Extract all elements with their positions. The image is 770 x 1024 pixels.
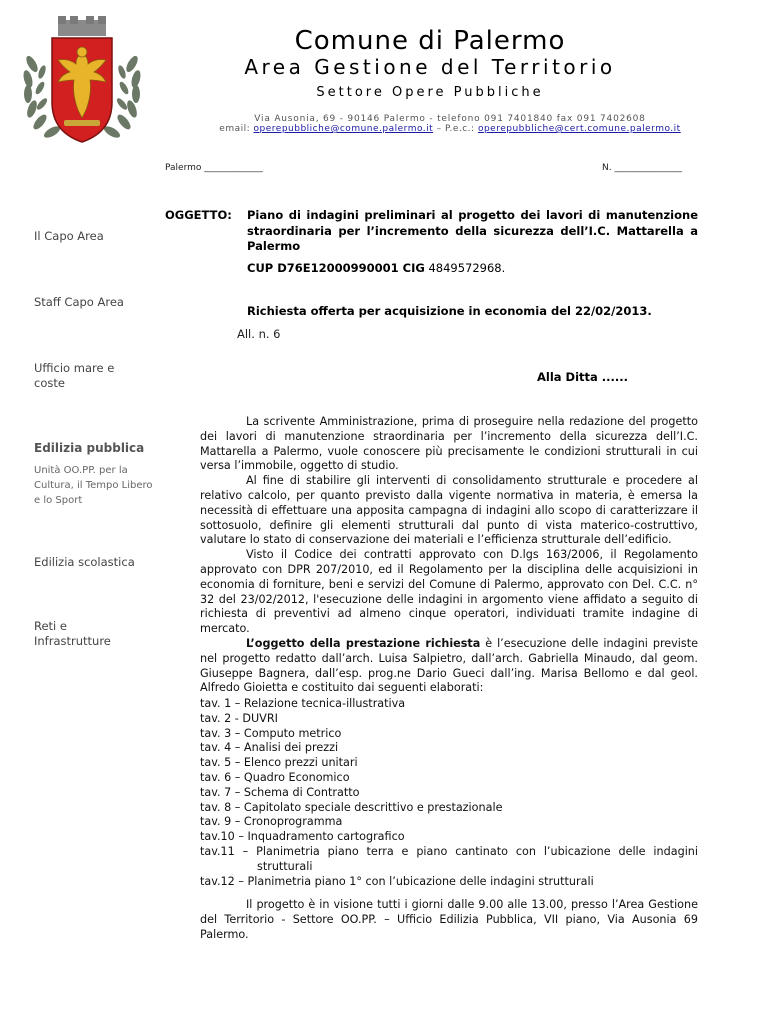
list-item: tav. 5 – Elenco prezzi unitari bbox=[200, 756, 358, 770]
paragraph-4-bold: L’oggetto della prestazione richiesta bbox=[246, 636, 481, 650]
list-item: tav. 7 – Schema di Contratto bbox=[200, 785, 360, 799]
oggetto-text: Piano di indagini preliminari al progetto dei lavori di manutenzione straordinaria per l’incremento della sicurezza dell’I.C. Mattarella a Palermo bbox=[247, 208, 698, 253]
list-item: tav. 8 – Capitolato speciale descrittivo e prestazionale bbox=[200, 800, 503, 814]
paragraph-3: Visto il Codice dei contratti approvato con D.lgs 163/2006, il Regolamento approvato con DPR 207/2010, ed il Regolamento per la disciplina delle acquisizioni in economia di forniture, beni e servizi del Comune di Palermo, approvato con Del. C.C. n° 32 del 23/02/2012, l'esecuzione delle indagini in argomento viene affidato a seguito di richiesta di preventivi ad almeno cinque operatori, individuati tramite indagine di mercato. bbox=[200, 548, 698, 636]
attachments-count: All. n. 6 bbox=[237, 327, 281, 341]
place-date-field: Palermo _____________ bbox=[165, 163, 263, 173]
list-item: tav. 1 – Relazione tecnica-illustrativa bbox=[200, 697, 406, 710]
cig-code: 4849572968 bbox=[428, 261, 502, 275]
cup-code: CUP D76E12000990001 CIG bbox=[247, 261, 425, 275]
protocol-number-field: N. _______________ bbox=[602, 163, 682, 173]
sidebar-capo-area: Il Capo Area bbox=[34, 229, 104, 243]
tavole-list bbox=[200, 697, 698, 889]
sidebar-edilizia-pubblica: Edilizia pubblica bbox=[34, 441, 145, 455]
list-item: tav.10 – Inquadramento cartografico bbox=[200, 830, 405, 844]
paragraph-5: Il progetto è in visione tutti i giorni dalle 9.00 alle 13.00, presso l’Area Gestione del Territorio - Settore OO.PP. – Ufficio Edilizia Pubblica, VII piano, Via Ausonia 69 Palermo. bbox=[200, 898, 698, 941]
paragraph-2: Al fine di stabilire gli interventi di consolidamento strutturale e procedere al relativo calcolo, per quanto previsto dalla vigente normativa in materia, è emersa la necessità di effettuare una apposita campagna di indagini allo scopo di caratterizzare il sottosuolo, definire gli elementi strutturali dal punto di vista materico-costruttivo, valutare lo stato di conservazione dei materiali e l’efficienza strutturale dell’edificio. bbox=[200, 474, 698, 547]
email-label: email: bbox=[219, 124, 251, 134]
closing-paragraph bbox=[200, 898, 698, 942]
letter-body bbox=[200, 415, 698, 696]
pec-link[interactable]: operepubbliche@cert.comune.palermo.it bbox=[477, 124, 681, 134]
palermo-crest-logo bbox=[18, 14, 146, 150]
paragraph-1: La scrivente Amministrazione, prima di proseguire nella redazione del progetto dei lavori di manutenzione straordinaria per l’incremento della sicurezza dell’I.C. Mattarella a Palermo, vuole conoscere più precisamente le condizioni strutturali in cui versa l’immobile, oggetto di studio. bbox=[200, 415, 698, 473]
header-sector: Settore Opere Pubbliche bbox=[316, 85, 544, 100]
recipient: Alla Ditta ...... bbox=[537, 370, 629, 384]
header-contacts bbox=[170, 124, 730, 134]
list-item: tav. 9 – Cronoprogramma bbox=[200, 815, 343, 829]
header-address: Via Ausonia, 69 - 90146 Palermo - telefono 091 7401840 fax 091 7402608 bbox=[254, 114, 646, 124]
paragraph-4 bbox=[200, 637, 698, 696]
sidebar-staff: Staff Capo Area bbox=[34, 295, 124, 309]
paragraph-4-text: è l’esecuzione delle indagini previste nel progetto redatto dall’arch. Luisa Salpietro, dall’arch. Gabriella Minaudo, dal geom. Giuseppe Bagnera, dall’esp. prog.ne Dario Gueci dall’ing. Marisa Bellomo e dal geol. Alfredo Gioietta e costituito dai seguenti elaborati: bbox=[200, 636, 699, 695]
request-title: Richiesta offerta per acquisizione in economia del 22/02/2013. bbox=[247, 304, 652, 318]
oggetto-label: OGGETTO: bbox=[165, 208, 232, 222]
list-item: tav.12 – Planimetria piano 1° con l’ubicazione delle indagini strutturali bbox=[200, 874, 594, 888]
sidebar-reti: Reti e Infrastrutture bbox=[34, 619, 111, 648]
sidebar-edilizia-scolastica: Edilizia scolastica bbox=[34, 555, 135, 569]
header-title: Comune di Palermo bbox=[294, 26, 566, 56]
list-item: tav. 6 – Quadro Economico bbox=[200, 770, 350, 784]
header-area: Area Gestione del Territorio bbox=[244, 55, 616, 79]
email-link[interactable]: operepubbliche@comune.palermo.it bbox=[253, 124, 434, 134]
cup-cig-line: CUP D76E12000990001 CIG 4849572968. bbox=[247, 261, 506, 275]
sidebar-edilizia-pubblica-sub: Unità OO.PP. per la Cultura, il Tempo Libero e lo Sport bbox=[34, 465, 153, 506]
list-item: tav. 2 - DUVRI bbox=[200, 711, 278, 725]
list-item: tav.11 – Planimetria piano terra e piano cantinato con l’ubicazione delle indagini strutturali bbox=[200, 844, 698, 873]
pec-label: – P.e.c.: bbox=[436, 124, 475, 134]
list-item: tav. 3 – Computo metrico bbox=[200, 726, 342, 740]
sidebar-ufficio-mare: Ufficio mare e coste bbox=[34, 361, 115, 390]
list-item: tav. 4 – Analisi dei prezzi bbox=[200, 741, 339, 755]
